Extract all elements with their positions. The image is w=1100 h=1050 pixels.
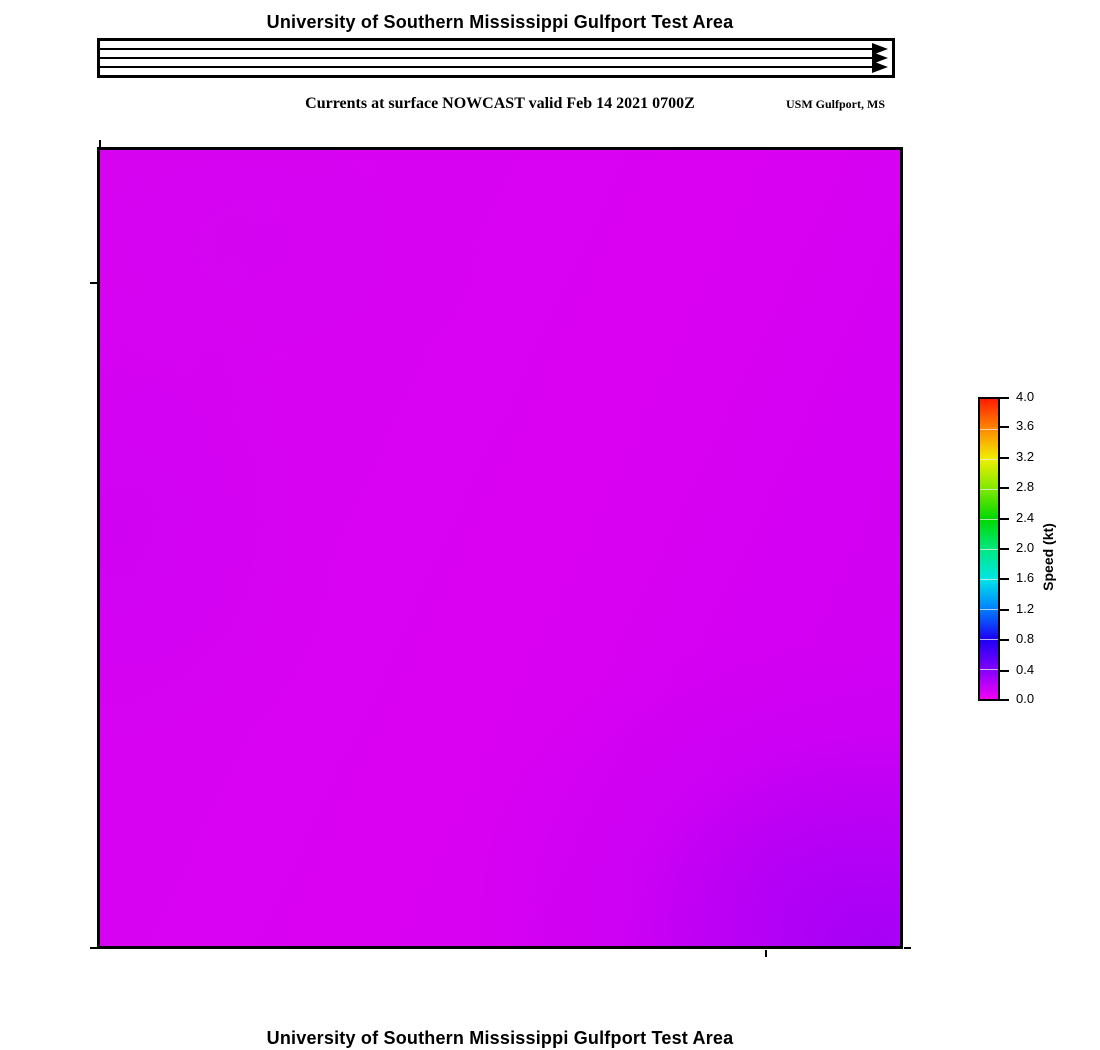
colorbar	[978, 389, 1100, 706]
scale-line	[100, 48, 872, 50]
colorbar-gridline	[980, 489, 998, 490]
colorbar-tick	[1000, 487, 1009, 489]
colorbar-axis-label: Speed (kt)	[1040, 523, 1056, 591]
colorbar-gridline	[980, 639, 998, 640]
axis-tick	[99, 140, 101, 147]
colorbar-tick-label: 3.6	[1016, 418, 1035, 433]
footer-title: University of Southern Mississippi Gulfport Test Area	[266, 1028, 734, 1048]
colorbar-gridline	[980, 669, 998, 670]
colorbar-tick	[1000, 397, 1009, 399]
colorbar-tick-label: 2.8	[1016, 479, 1035, 494]
current-speed-heatmap	[97, 147, 903, 949]
colorbar-gridline	[980, 459, 998, 460]
chart-subtitle: Currents at surface NOWCAST valid Feb 14 2021 0700Z	[305, 95, 695, 112]
colorbar-tick-label: 0.4	[1016, 662, 1035, 677]
colorbar-tick	[1000, 457, 1009, 459]
scale-line	[100, 66, 872, 68]
colorbar-tick-label: 4.0	[1016, 389, 1035, 404]
colorbar-tick-label: 3.2	[1016, 449, 1035, 464]
colorbar-tick-label: 1.6	[1016, 570, 1035, 585]
colorbar-gridline	[980, 429, 998, 430]
colorbar-tick	[1000, 670, 1009, 672]
colorbar-tick-label: 1.2	[1016, 601, 1035, 616]
axis-tick	[90, 282, 97, 284]
credit-label: USM Gulfport, MS	[786, 97, 885, 111]
colorbar-tick-label: 0.8	[1016, 631, 1035, 646]
axis-tick	[765, 950, 767, 957]
colorbar-tick-label: 0.0	[1016, 691, 1035, 706]
colorbar-gridline	[980, 579, 998, 580]
page-title: University of Southern Mississippi Gulfport Test Area	[266, 12, 734, 32]
colorbar-tick	[1000, 548, 1009, 550]
colorbar-tick	[1000, 639, 1009, 641]
colorbar-gridline	[980, 549, 998, 550]
colorbar-gradient	[978, 397, 1000, 701]
colorbar-tick	[1000, 609, 1009, 611]
colorbar-gridline	[980, 519, 998, 520]
colorbar-tick	[1000, 426, 1009, 428]
colorbar-tick-label: 2.4	[1016, 510, 1035, 525]
colorbar-tick-label: 2.0	[1016, 540, 1035, 555]
colorbar-gridline	[980, 609, 998, 610]
colorbar-tick	[1000, 699, 1009, 701]
arrow-right-icon	[872, 61, 888, 73]
colorbar-tick	[1000, 578, 1009, 580]
vector-scale-box	[97, 38, 895, 78]
scale-line	[100, 57, 872, 59]
colorbar-tick	[1000, 518, 1009, 520]
axis-tick	[90, 947, 97, 949]
axis-tick	[904, 947, 911, 949]
